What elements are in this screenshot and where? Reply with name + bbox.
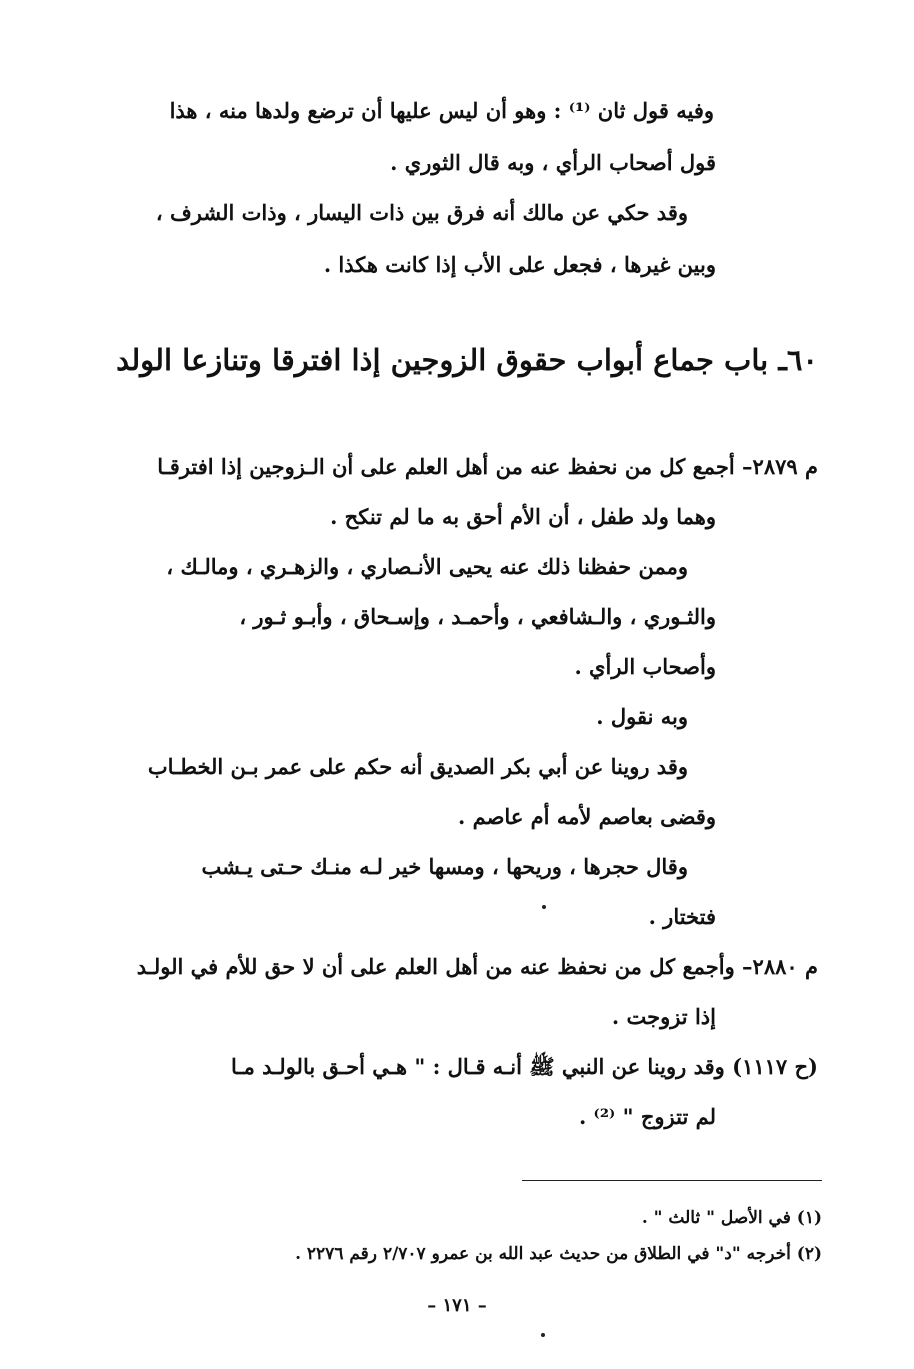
text-line: فتختار . [648, 904, 716, 929]
text-line: وقد حكي عن مالك أنه فرق بين ذات اليسار ، وذات الشرف ، [155, 200, 688, 225]
speck-mark [542, 905, 546, 909]
text-line: وأصحاب الرأي . [574, 654, 716, 679]
text-line: وهما ولد طفل ، أن الأم أحق به ما لم تنكح . [330, 504, 716, 529]
text-line: وبين غيرها ، فجعل على الأب إذا كانت هكذا . [323, 252, 716, 277]
footnote: (١) في الأصل " ثالث " . [641, 1208, 822, 1228]
page-number [0, 1295, 914, 1316]
text-line: وفيه قول ثان ⁽¹⁾ : وهو أن ليس عليها أن ترضع ولدها منه ، هذا [169, 98, 714, 123]
text-line: والثـوري ، والـشافعي ، وأحمـد ، وإسـحاق ، وأبـو ثـور ، [239, 604, 716, 629]
text-line: قول أصحاب الرأي ، وبه قال الثوري . [390, 150, 716, 175]
text-line: وممن حفظنا ذلك عنه يحيى الأنـصاري ، والزهـري ، ومالـك ، [166, 554, 688, 579]
page-number-text: – ١٧١ – [427, 1295, 487, 1316]
text-line: وقال حجرها ، وريحها ، ومسها خير لـه منـك حـتى يـشب [201, 854, 688, 879]
text-line: م ٢٨٧٩– أجمع كل من نحفظ عنه من أهل العلم على أن الـزوجين إذا افترقـا [157, 454, 818, 479]
text-line: م ٢٨٨٠– وأجمع كل من نحفظ عنه من أهل العلم على أن لا حق للأم في الولـد [136, 954, 818, 979]
footnote-divider [522, 1180, 822, 1181]
speck-mark [541, 1333, 545, 1337]
footnote: (٢) أخرجه "د" في الطلاق من حديث عبد الله بن عمرو ٢/٧٠٧ رقم ٢٢٧٦ . [295, 1244, 822, 1264]
text-line: وبه نقول . [596, 704, 688, 729]
text-line: وقد روينا عن أبي بكر الصديق أنه حكم على عمر بـن الخطـاب [147, 754, 688, 779]
text-line: (ح ١١١٧) وقد روينا عن النبي ﷺ أنـه قـال : " هـي أحـق بالولـد مـا [231, 1054, 818, 1079]
chapter-heading: ٦٠ـ باب جماع أبواب حقوق الزوجين إذا افترقا وتنازعا الولد [116, 343, 818, 377]
text-line: إذا تزوجت . [611, 1004, 716, 1029]
text-line: وقضى بعاصم لأمه أم عاصم . [458, 804, 716, 829]
text-line: لم تتزوج " ⁽²⁾ . [578, 1104, 716, 1129]
